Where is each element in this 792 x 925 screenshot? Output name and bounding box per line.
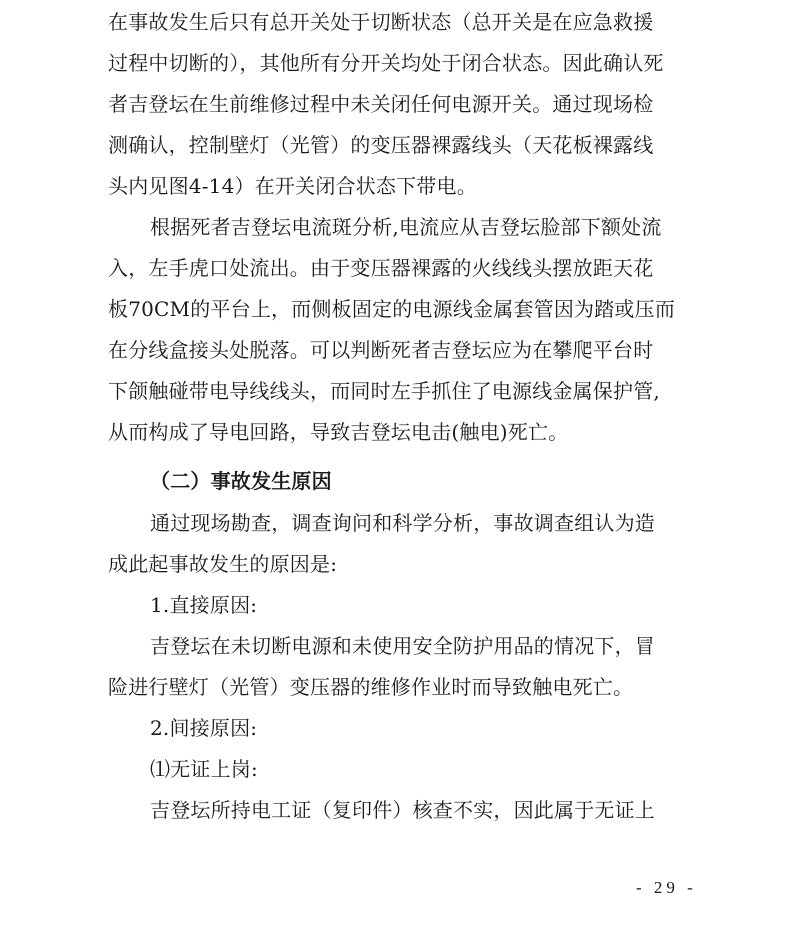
subheading-direct-cause (108, 585, 692, 626)
subheading-indirect-cause (108, 708, 692, 749)
text-line: 根据死者吉登坛电流斑分析,电流应从吉登坛脸部下额处流 (150, 215, 662, 239)
text-line: 吉登坛所持电工证（复印件）核查不实，因此属于无证上 (150, 798, 655, 822)
text-line: 测确认，控制壁灯（光管）的变压器裸露线头（天花板裸露线 (108, 133, 654, 157)
subheading: ⑴无证上岗: (150, 757, 258, 781)
paragraph-no-license (108, 790, 692, 831)
heading-cause: （二）事故发生原因 (150, 469, 332, 493)
paragraph-scene-findings (108, 2, 692, 207)
subheading: 1.直接原因: (150, 593, 258, 617)
paragraph-investigation (108, 503, 692, 585)
text-line: 通过现场勘查，调查询问和科学分析，事故调查组认为造 (150, 511, 655, 535)
paragraph-direct-cause (108, 626, 692, 708)
text-line: 成此起事故发生的原因是: (108, 552, 338, 576)
text-line: 头内见图4-14）在开关闭合状态下带电。 (108, 174, 477, 198)
text-line: 下颌触碰带电导线线头，而同时左手抓住了电源线金属保护管, (108, 379, 660, 403)
text-line: 险进行壁灯（光管）变压器的维修作业时而导致触电死亡。 (108, 675, 634, 699)
paragraph-current-analysis (108, 207, 692, 453)
text-line: 从而构成了导电回路，导致吉登坛电击(触电)死亡。 (108, 420, 569, 444)
text-line: 板70CM的平台上，而侧板固定的电源线金属套管因为踏或压而 (108, 297, 676, 321)
text-line: 入，左手虎口处流出。由于变压器裸露的火线线头摆放距天花 (108, 256, 654, 280)
text-line: 在分线盒接头处脱落。可以判断死者吉登坛应为在攀爬平台时 (108, 338, 654, 362)
text-line: 吉登坛在未切断电源和未使用安全防护用品的情况下，冒 (150, 634, 655, 658)
text-line: 在事故发生后只有总开关处于切断状态（总开关是在应急救援 (108, 10, 654, 34)
page-number: - 29 - (636, 878, 697, 897)
text-line: 者吉登坛在生前维修过程中未关闭任何电源开关。通过现场检 (108, 92, 654, 116)
section-heading (108, 461, 692, 502)
subheading: 2.间接原因: (150, 716, 258, 740)
text-line: 过程中切断的），其他所有分开关均处于闭合状态。因此确认死 (108, 51, 664, 75)
subheading-no-license (108, 749, 692, 790)
